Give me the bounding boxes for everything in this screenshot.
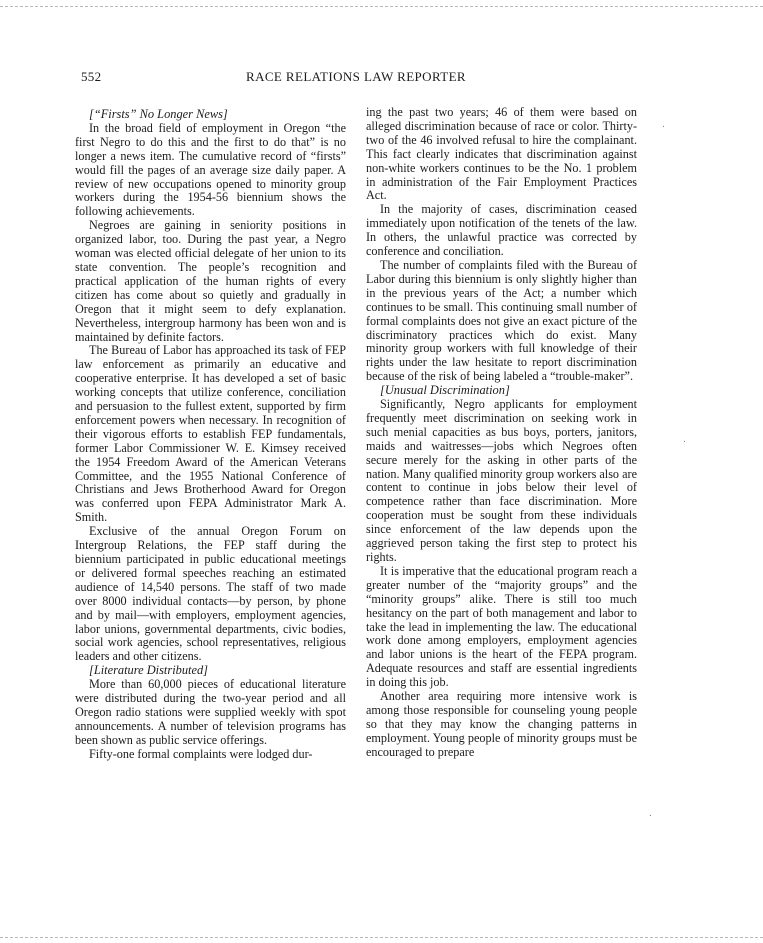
paragraph: More than 60,000 pieces of educational literature were distributed during the two-year period and all Oregon radio stations were supplied weekly with spot announcements. A number of television programs has been shown as public service offerings. [75, 677, 346, 747]
page-number: 552 [81, 69, 102, 84]
paragraph: Negroes are gaining in seniority positions in organized labor, too. During the past year, a Negro woman was elected official delegate of her union to its state convention. The people’s recognition and practical application of the human rights of every citizen has come about so quietly and gradually in Oregon that it might seem to defy explanation. Nevertheless, intergroup harmony has been won and is maintained by definite factors. [75, 218, 346, 344]
right-column [366, 106, 637, 760]
paragraph: The Bureau of Labor has approached its task of FEP law enforcement as primarily an educative and cooperative enterprise. It has developed a set of basic working concepts that utilize conference, conciliation and persuasion to the fullest extent, supported by firm enforcement powers when necessary. In recognition of their vigorous efforts to establish FEP fundamentals, former Labor Commissioner W. E. Kimsey received the 1954 Freedom Award of the American Veterans Committee, and the 1955 National Conference of Christians and Jews Brotherhood Award for Oregon was conferred upon FEPA Administrator Mark A. Smith. [75, 343, 346, 525]
paragraph: ing the past two years; 46 of them were based on alleged discrimination because of race or color. Thirty-two of the 46 involved refusal to hire the complainant. This fact clearly indicates that discrimination against non-white workers continues to be the No. 1 problem in administration of the Fair Employment Practices Act. [366, 105, 637, 203]
bottom-page-edge [0, 937, 763, 938]
section-heading-firsts: [“Firsts” No Longer News] [89, 107, 228, 121]
scan-speck-mark: ․ [662, 119, 666, 129]
paragraph: Exclusive of the annual Oregon Forum on Intergroup Relations, the FEP staff during the biennium participated in public educational meetings or delivered formal speeches reaching an estimated audience of 14,540 persons. The staff of two made over 8000 individual contacts—by person, by phone and by mail—with employers, employment agencies, labor unions, governmental departments, civic bodies, social work agencies, school representatives, religious leaders and other citizens. [75, 524, 346, 664]
paragraph: The number of complaints filed with the Bureau of Labor during this biennium is only slightly higher than in the previous years of the Act; a number which continues to be small. This continuing small number of formal complaints does not give an exact picture of the discriminatory practices which do exist. Many minority group workers with full knowledge of their rights under the law hesitate to report discrimination because of the risk of being labeled a “trouble-maker”. [366, 257, 637, 384]
paragraph: Significantly, Negro applicants for employment frequently meet discrimination on seeking work in such menial capacities as bus boys, porters, janitors, maids and waitresses—jobs which Negroes often secure merely for the asking in other parts of the nation. Many qualified minority group workers also are content to continue in jobs below their level of competence rather than face discrimination. More cooperation must be sought from these individuals since enforcement of the law depends upon the aggrieved person taking the first step to protect his rights. [366, 397, 637, 564]
scan-speck-mark: ․ [649, 808, 653, 818]
top-page-edge [0, 6, 763, 7]
left-column [75, 108, 346, 762]
paragraph: It is imperative that the educational program reach a greater number of the “majority groups” and the “minority groups” alike. There is still too much hesitancy on the part of both management and labor to take the lead in implementing the law. The educational work done among employers, employment agencies and labor unions is the heart of the FEPA program. Adequate resources and staff are essential ingredients in doing this job. [366, 563, 637, 690]
running-head: RACE RELATIONS LAW REPORTER [246, 69, 466, 84]
scan-speck-mark: ․ [683, 434, 687, 444]
paragraph: Another area requiring more intensive work is among those responsible for counseling young people so that they may know the changing patterns in employment. Young people of minority groups must be encouraged to prepare [366, 689, 637, 759]
paragraph: In the majority of cases, discrimination ceased immediately upon notification of the tenets of the law. In others, the unlawful practice was corrected by conference and conciliation. [366, 202, 637, 259]
paragraph: In the broad field of employment in Oregon “the first Negro to do this and the first to do that” is no longer a news item. The cumulative record of “firsts” would fill the pages of an average size daily paper. A review of new occupations opened to minority group workers during the 1954-56 biennium shows the following achievements. [75, 120, 346, 219]
section-heading-unusual: [Unusual Discrimination] [380, 383, 510, 398]
section-heading-literature: [Literature Distributed] [89, 663, 208, 678]
paragraph: Fifty-one formal complaints were lodged dur- [89, 746, 313, 761]
